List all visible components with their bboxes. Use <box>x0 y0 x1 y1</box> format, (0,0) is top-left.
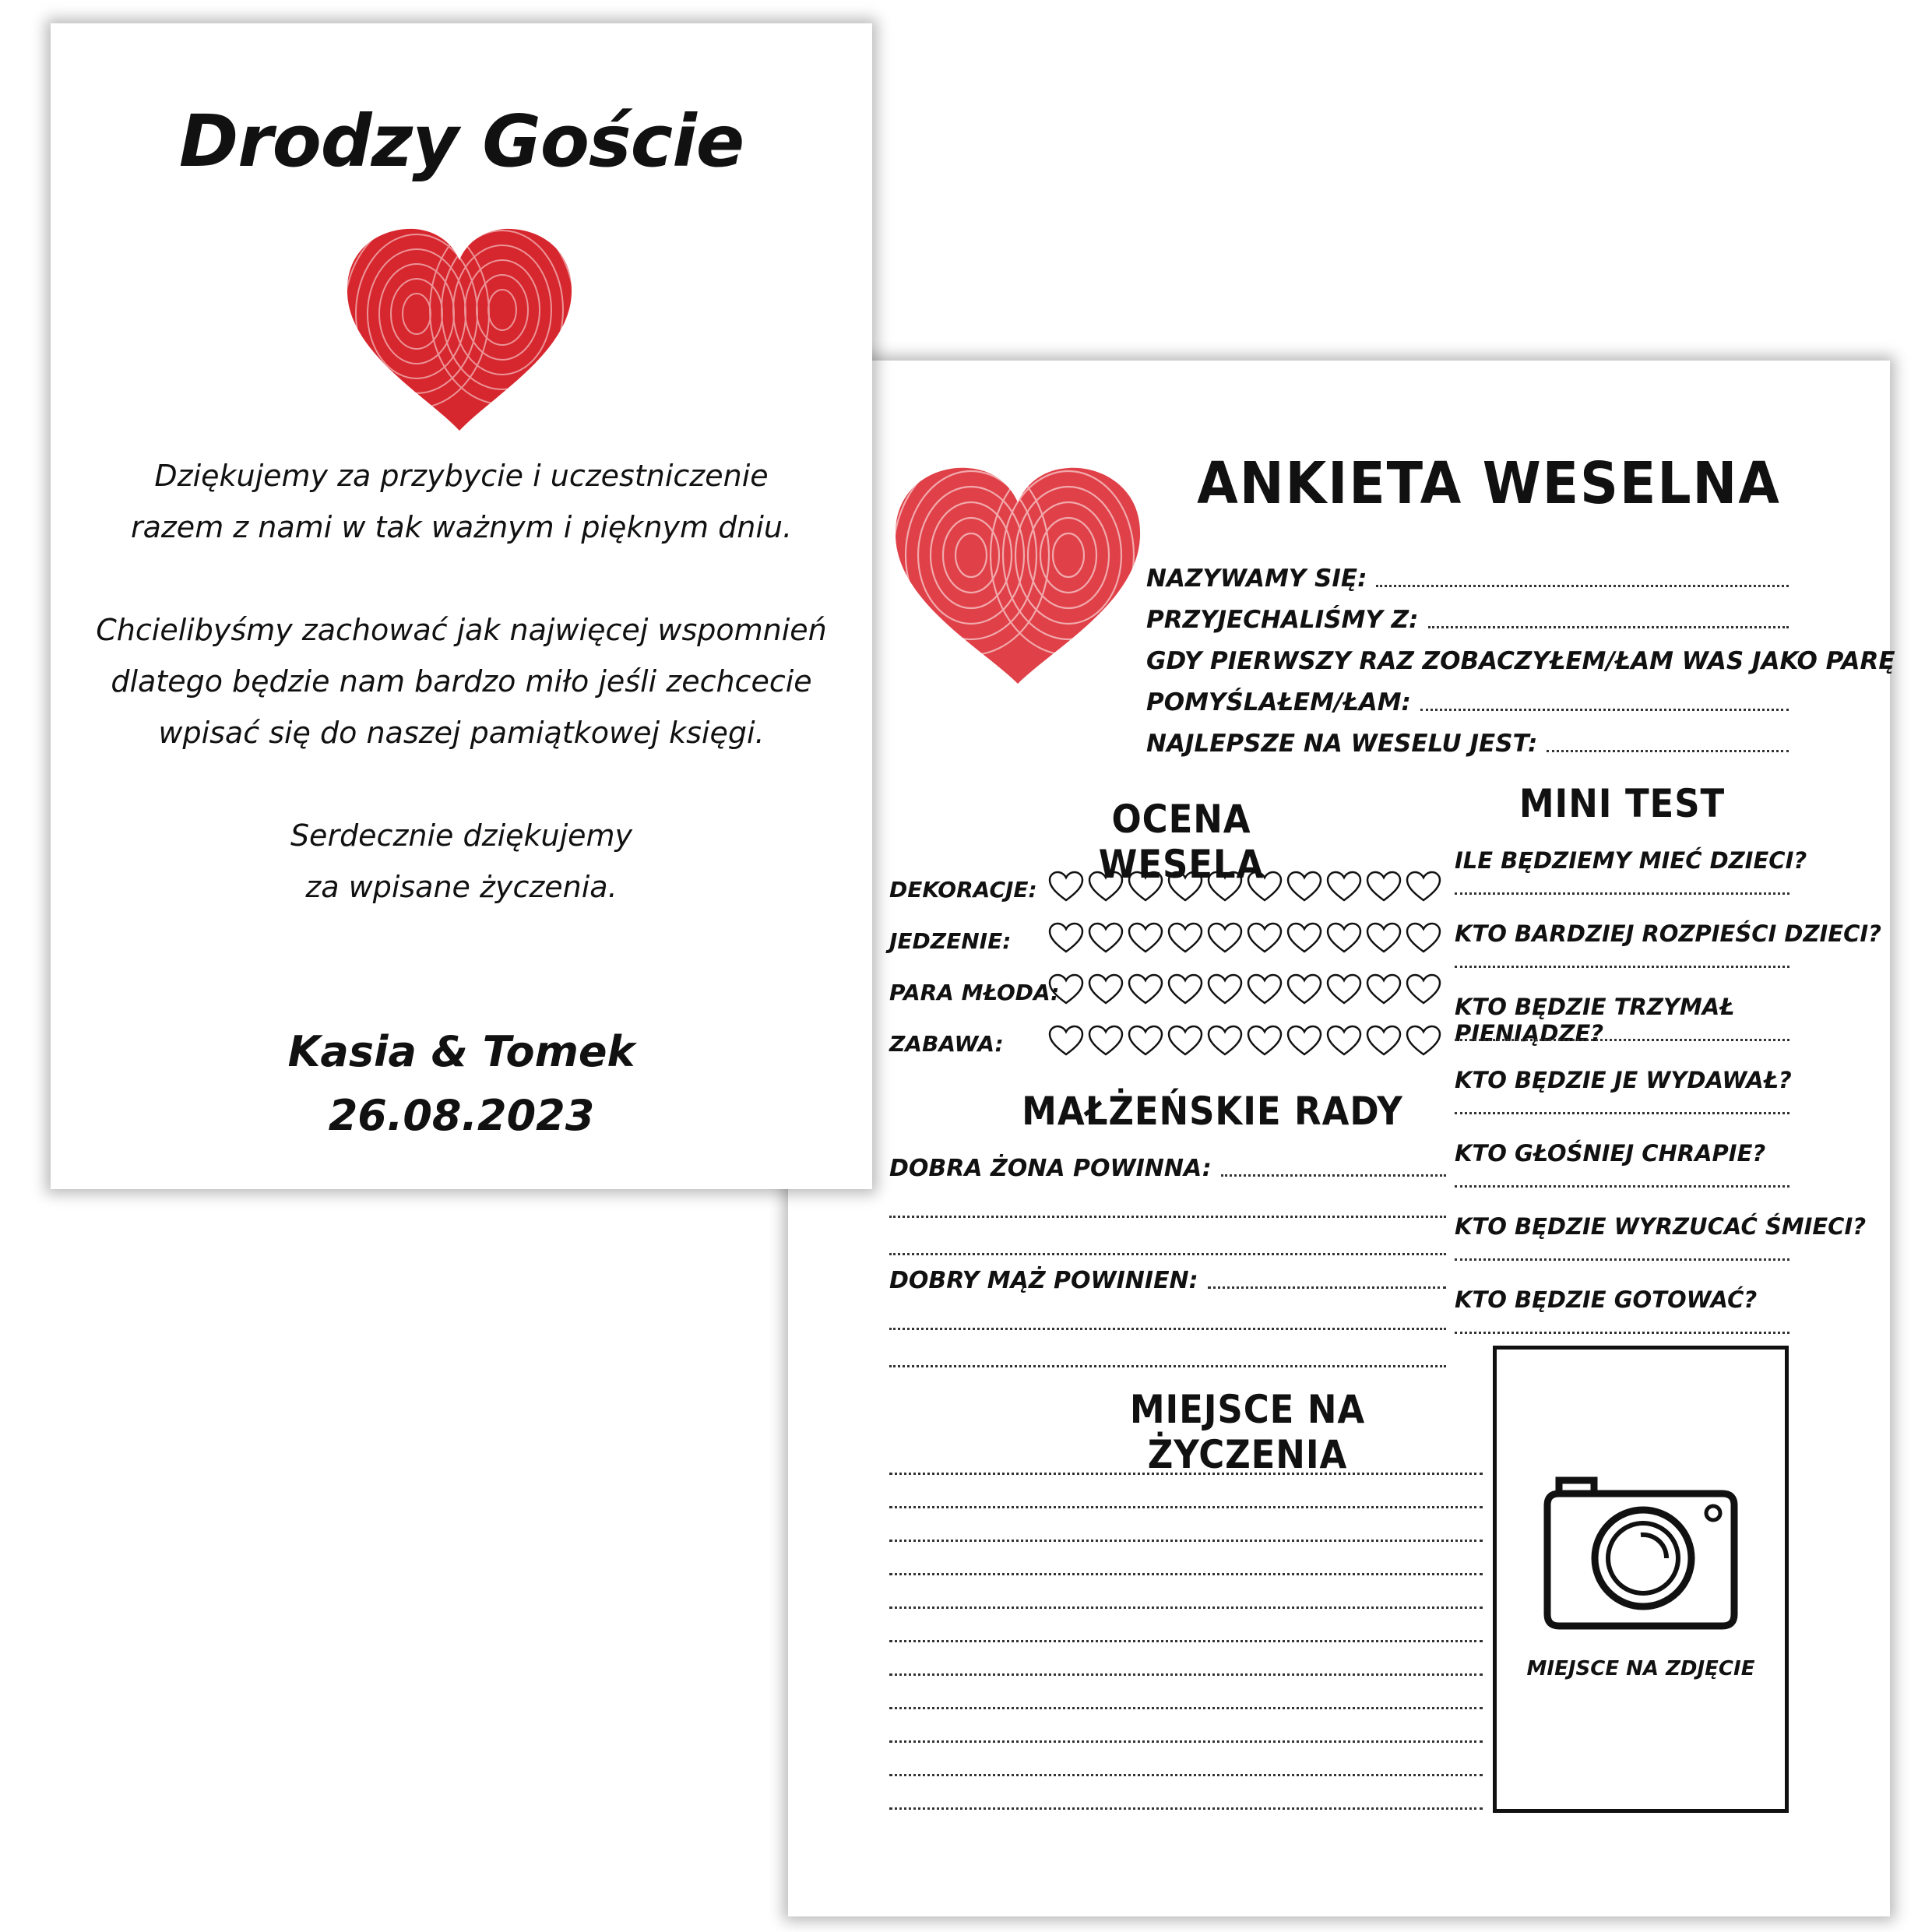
thought-field[interactable] <box>1146 688 1789 716</box>
rating-heart-icon[interactable] <box>1325 871 1363 903</box>
wish-line[interactable] <box>889 1640 1483 1642</box>
wish-line[interactable] <box>889 1506 1483 1508</box>
rating-heart-icon[interactable] <box>1047 1025 1085 1057</box>
rating-heart-icon[interactable] <box>1325 922 1363 955</box>
rating-heart-icon[interactable] <box>1246 922 1283 955</box>
rating-hearts-row <box>1047 1025 1442 1057</box>
quiz-answer-line[interactable] <box>1455 1332 1789 1334</box>
text-line: dlatego będzie nam bardzo miło jeśli zechcecie <box>111 664 812 699</box>
rating-heart-icon[interactable] <box>1047 922 1085 955</box>
wife-answer-line[interactable] <box>889 1253 1446 1255</box>
wish-line[interactable] <box>889 1573 1483 1575</box>
wish-line[interactable] <box>889 1673 1483 1676</box>
rating-heart-icon[interactable] <box>1246 871 1283 903</box>
rating-heart-icon[interactable] <box>1246 1025 1283 1057</box>
quiz-answer-line[interactable] <box>1455 1112 1789 1114</box>
rating-heart-icon[interactable] <box>1206 922 1244 955</box>
rating-heart-icon[interactable] <box>1246 973 1283 1006</box>
best-field[interactable] <box>1146 730 1789 758</box>
rating-heart-icon[interactable] <box>1365 922 1402 955</box>
wishes-title: MIEJSCE NA ŻYCZENIA <box>1129 1387 1366 1477</box>
first-seen-label: GDY PIERWSZY RAZ ZOBACZYŁEM/ŁAM WAS JAKO PARĘ <box>1146 647 1895 675</box>
husband-answer-line[interactable] <box>889 1328 1446 1330</box>
survey-card <box>788 361 1895 1916</box>
rating-heart-icon[interactable] <box>1405 973 1442 1006</box>
rating-heart-icon[interactable] <box>1206 871 1244 903</box>
rating-heart-icon[interactable] <box>1365 973 1402 1006</box>
rating-label: JEDZENIE: <box>889 928 1012 954</box>
rating-heart-icon[interactable] <box>1127 922 1164 955</box>
photo-caption: MIEJSCE NA ZDJĘCIE <box>1526 1657 1755 1680</box>
rating-heart-icon[interactable] <box>1365 1025 1402 1057</box>
quiz-question: ILE BĘDZIEMY MIEĆ DZIECI? <box>1455 847 1807 874</box>
wish-line[interactable] <box>889 1606 1483 1609</box>
wish-line[interactable] <box>889 1807 1483 1810</box>
rating-heart-icon[interactable] <box>1405 922 1442 955</box>
photo-box[interactable] <box>1493 1346 1789 1813</box>
rating-heart-icon[interactable] <box>1325 973 1363 1006</box>
wish-line[interactable] <box>889 1473 1483 1475</box>
quiz-question: KTO BĘDZIE JE WYDAWAŁ? <box>1455 1067 1792 1093</box>
text-line: Serdecznie dziękujemy <box>290 818 633 853</box>
quiz-answer-line[interactable] <box>1455 1258 1789 1261</box>
quiz-question: KTO BARDZIEJ ROZPIEŚCI DZIECI? <box>1455 920 1881 947</box>
minitest-title: MINI TEST <box>1519 781 1726 826</box>
greeting-title: Drodzy Goście <box>178 100 744 183</box>
wish-line[interactable] <box>889 1540 1483 1542</box>
rating-heart-icon[interactable] <box>1167 922 1204 955</box>
quiz-answer-line[interactable] <box>1455 966 1789 968</box>
survey-title: ANKIETA WESELNA <box>1197 450 1781 517</box>
text-line: wpisać się do naszej pamiątkowej księgi. <box>158 716 765 750</box>
thought-label: POMYŚLAŁEM/ŁAM: <box>1146 688 1411 716</box>
advice-title: MAŁŻEŃSKIE RADY <box>1022 1089 1403 1134</box>
wish-line[interactable] <box>889 1774 1483 1776</box>
rating-heart-icon[interactable] <box>1087 922 1124 955</box>
rating-heart-icon[interactable] <box>1206 973 1244 1006</box>
best-label: NAJLEPSZE NA WESELU JEST: <box>1146 730 1538 758</box>
text-line: razem z nami w tak ważnym i pięknym dniu. <box>130 510 793 544</box>
rating-heart-icon[interactable] <box>1286 973 1323 1006</box>
fingerprint-heart-icon <box>343 224 576 435</box>
wish-line[interactable] <box>889 1740 1483 1743</box>
rating-heart-icon[interactable] <box>1127 973 1164 1006</box>
quiz-answer-line[interactable] <box>1455 1039 1789 1041</box>
rating-label: DEKORACJE: <box>889 877 1037 903</box>
rating-heart-icon[interactable] <box>1365 871 1402 903</box>
couple-names: Kasia & Tomek <box>287 1027 635 1076</box>
rating-heart-icon[interactable] <box>1087 871 1124 903</box>
thanks-paragraph <box>51 450 872 553</box>
camera-icon <box>1543 1474 1738 1630</box>
rating-heart-icon[interactable] <box>1405 1025 1442 1057</box>
rating-title: OCENA WESELA <box>1098 797 1265 887</box>
quiz-question: KTO BĘDZIE GOTOWAĆ? <box>1455 1286 1758 1313</box>
husband-label: DOBRY MĄŻ POWINIEN: <box>889 1267 1198 1294</box>
rating-label: ZABAWA: <box>889 1031 1004 1057</box>
text-line: Dziękujemy za przybycie i uczestniczenie <box>154 459 769 493</box>
wife-answer-line[interactable] <box>889 1216 1446 1218</box>
rating-heart-icon[interactable] <box>1405 871 1442 903</box>
quiz-answer-line[interactable] <box>1455 892 1789 895</box>
wife-label: DOBRA ŻONA POWINNA: <box>889 1155 1212 1182</box>
husband-answer-line[interactable] <box>889 1365 1446 1367</box>
signature-block <box>51 1020 872 1148</box>
wedding-date: 26.08.2023 <box>328 1091 595 1140</box>
greeting-card <box>51 23 872 1189</box>
husband-field[interactable] <box>889 1267 1446 1294</box>
fingerprint-heart-icon <box>889 462 1146 688</box>
rating-heart-icon[interactable] <box>1127 1025 1164 1057</box>
rating-heart-icon[interactable] <box>1047 871 1085 903</box>
rating-heart-icon[interactable] <box>1325 1025 1363 1057</box>
closing-paragraph <box>51 810 872 913</box>
rating-heart-icon[interactable] <box>1286 871 1323 903</box>
rating-heart-icon[interactable] <box>1167 1025 1204 1057</box>
names-field[interactable] <box>1146 565 1789 593</box>
quiz-question: KTO GŁOŚNIEJ CHRAPIE? <box>1455 1140 1766 1167</box>
rating-heart-icon[interactable] <box>1087 1025 1124 1057</box>
wife-field[interactable] <box>889 1155 1446 1182</box>
rating-heart-icon[interactable] <box>1286 922 1323 955</box>
quiz-question: KTO BĘDZIE WYRZUCAĆ ŚMIECI? <box>1455 1213 1867 1240</box>
rating-heart-icon[interactable] <box>1206 1025 1244 1057</box>
rating-hearts-row <box>1047 871 1442 903</box>
rating-heart-icon[interactable] <box>1167 871 1204 903</box>
quiz-answer-line[interactable] <box>1455 1185 1789 1188</box>
rating-hearts-row <box>1047 973 1442 1006</box>
wish-line[interactable] <box>889 1707 1483 1709</box>
quiz-question: KTO BĘDZIE TRZYMAŁ PIENIĄDZE? <box>1455 994 1735 1047</box>
text-line: za wpisane życzenia. <box>305 870 618 904</box>
rating-heart-icon[interactable] <box>1167 973 1204 1006</box>
rating-heart-icon[interactable] <box>1286 1025 1323 1057</box>
rating-heart-icon[interactable] <box>1047 973 1085 1006</box>
names-label: NAZYWAMY SIĘ: <box>1146 565 1367 593</box>
memories-paragraph <box>51 604 872 758</box>
rating-heart-icon[interactable] <box>1127 871 1164 903</box>
from-field[interactable] <box>1146 606 1789 634</box>
rating-hearts-row <box>1047 922 1442 955</box>
text-line: Chcielibyśmy zachować jak najwięcej wspomnień <box>96 613 827 647</box>
rating-label: PARA MŁODA: <box>889 980 1060 1005</box>
rating-heart-icon[interactable] <box>1087 973 1124 1006</box>
from-label: PRZYJECHALIŚMY Z: <box>1146 606 1419 634</box>
